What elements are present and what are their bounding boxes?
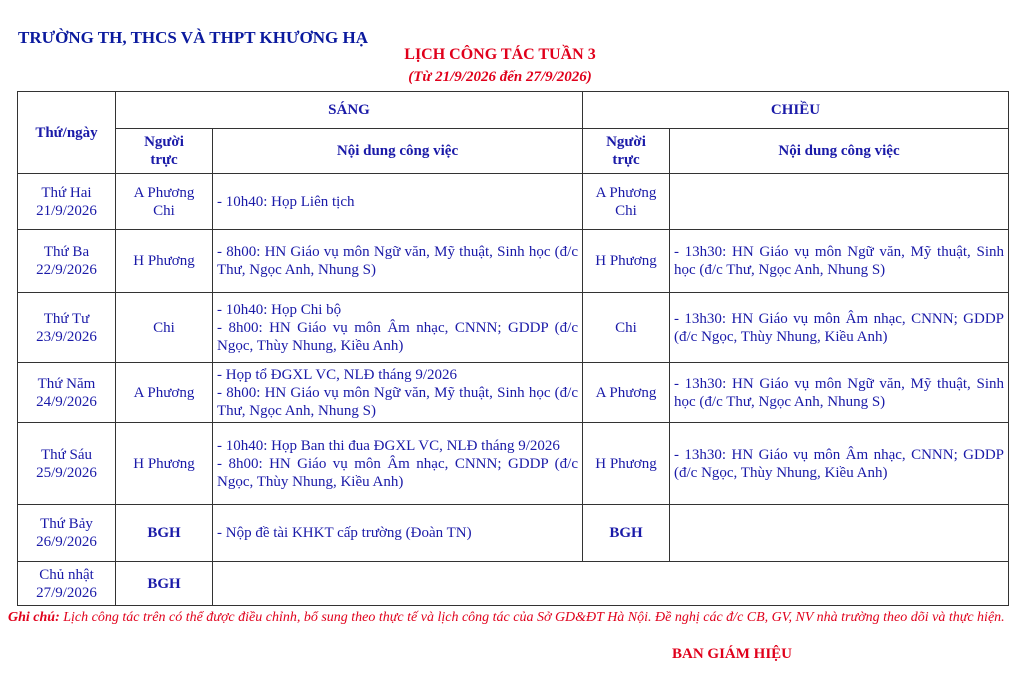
pm-duty-cell [583, 293, 670, 363]
pm-content-cell [670, 230, 1009, 293]
day-cell [18, 505, 116, 562]
table-row [18, 562, 1009, 606]
duty-line: Chi [153, 202, 175, 219]
pm-duty-cell [583, 174, 670, 230]
content-line: - Họp tổ ĐGXL VC, NLĐ tháng 9/2026 [217, 366, 457, 383]
header-am-duty: Người trực [116, 129, 213, 174]
schedule-title: LỊCH CÔNG TÁC TUẦN 3 [404, 46, 596, 63]
day-cell [18, 562, 116, 606]
header-morning: SÁNG [116, 92, 583, 129]
schedule-date-range: (Từ 21/9/2026 đến 27/9/2026) [408, 69, 592, 85]
am-duty-cell [116, 562, 213, 606]
content-line: - 8h00: HN Giáo vụ môn Ngữ văn, Mỹ thuật, Sinh học (đ/c Thư, Ngọc Anh, Nhung S) [217, 244, 578, 278]
pm-duty-cell [583, 423, 670, 505]
day-line: Thứ Tư [43, 310, 90, 327]
duty-line: A Phương [595, 384, 657, 401]
signature: BAN GIÁM HIỆU [672, 646, 793, 662]
table-row [18, 423, 1009, 505]
day-line: Thứ Sáu [40, 446, 93, 463]
table-row [18, 230, 1009, 293]
header-afternoon: CHIỀU [583, 92, 1009, 129]
day-line: 27/9/2026 [36, 584, 97, 601]
duty-line: Chi [615, 202, 637, 219]
content-line: - 13h30: HN Giáo vụ môn Ngữ văn, Mỹ thuật, Sinh học (đ/c Thư, Ngọc Anh, Nhung S) [674, 244, 1004, 278]
day-line: 25/9/2026 [36, 464, 97, 481]
duty-line: H Phương [133, 253, 195, 269]
day-line: 24/9/2026 [36, 393, 97, 410]
content-line: - 8h00: HN Giáo vụ môn Âm nhạc, CNNN; GDDP (đ/c Ngọc, Thùy Nhung, Kiều Anh) [217, 455, 578, 490]
table-row [18, 363, 1009, 423]
am-duty-cell [116, 423, 213, 505]
day-line: Thứ Ba [43, 244, 90, 260]
day-line: 22/9/2026 [36, 262, 97, 278]
duty-line: H Phương [595, 455, 657, 472]
am-content-cell [213, 293, 583, 363]
content-line: - 8h00: HN Giáo vụ môn Ngữ văn, Mỹ thuật, Sinh học (đ/c Thư, Ngọc Anh, Nhung S) [217, 384, 578, 419]
day-cell [18, 293, 116, 363]
am-duty-cell [116, 230, 213, 293]
duty-line: Chi [615, 319, 637, 336]
am-duty-cell [116, 505, 213, 562]
day-cell [18, 423, 116, 505]
day-cell [18, 174, 116, 230]
pm-content-cell [670, 423, 1009, 505]
am-duty-cell [116, 363, 213, 423]
duty-line: H Phương [133, 455, 195, 472]
pm-content-cell [670, 363, 1009, 423]
schedule-table [17, 91, 1009, 606]
footnote-text: Lịch công tác trên có thể được điều chỉnh, bổ sung theo thực tế và lịch công tác của Sở GD&ĐT Hà Nội. Đề nghị các đ/c CB, GV, NV nhà trường theo dõi và thực hiện. [63, 610, 1005, 625]
school-name: TRƯỜNG TH, THCS VÀ THPT KHƯƠNG HẠ [18, 28, 368, 47]
duty-line: BGH [147, 525, 181, 541]
day-line: 23/9/2026 [36, 328, 97, 345]
content-line: - 10h40: Họp Liên tịch [217, 193, 355, 210]
content-line: - 10h40: Họp Chi bộ [217, 301, 342, 318]
header-am-content: Nội dung công việc [213, 129, 583, 174]
table-row [18, 174, 1009, 230]
footnote-label: Ghi chú: [8, 610, 60, 625]
pm-duty-cell [583, 363, 670, 423]
content-line: - 13h30: HN Giáo vụ môn Âm nhạc, CNNN; GDDP (đ/c Ngọc, Thùy Nhung, Kiều Anh) [674, 310, 1004, 345]
am-content-cell [213, 363, 583, 423]
am-content-cell [213, 423, 583, 505]
duty-line: BGH [147, 575, 181, 592]
day-line: Thứ Bảy [40, 516, 93, 532]
pm-content-cell [670, 174, 1009, 230]
header-day: Thứ/ngày [18, 92, 116, 174]
footnote [8, 608, 1008, 627]
am-content-cell [213, 174, 583, 230]
duty-line: A Phương [595, 184, 657, 201]
day-cell [18, 230, 116, 293]
header-pm-duty: Người trực [583, 129, 670, 174]
duty-line: H Phương [595, 253, 657, 269]
day-line: Thứ Năm [37, 375, 96, 392]
content-line: - 13h30: HN Giáo vụ môn Âm nhạc, CNNN; GDDP (đ/c Ngọc, Thùy Nhung, Kiều Anh) [674, 446, 1004, 481]
table-row [18, 293, 1009, 363]
day-line: 26/9/2026 [36, 534, 97, 550]
day-line: 21/9/2026 [36, 202, 97, 219]
pm-content-cell [670, 505, 1009, 562]
day-cell [18, 363, 116, 423]
pm-duty-cell [583, 230, 670, 293]
content-line: - 13h30: HN Giáo vụ môn Ngữ văn, Mỹ thuật, Sinh học (đ/c Thư, Ngọc Anh, Nhung S) [674, 375, 1004, 410]
content-line: - Nộp đề tài KHKT cấp trường (Đoàn TN) [217, 525, 472, 541]
content-line: - 10h40: Họp Ban thi đua ĐGXL VC, NLĐ tháng 9/2026 [217, 437, 560, 454]
am-content-cell [213, 230, 583, 293]
content-line: - 8h00: HN Giáo vụ môn Âm nhạc, CNNN; GDDP (đ/c Ngọc, Thùy Nhung, Kiều Anh) [217, 319, 578, 354]
duty-line: A Phương [133, 184, 195, 201]
duty-line: Chi [153, 319, 175, 336]
am-content-cell [213, 562, 1009, 606]
pm-duty-cell [583, 505, 670, 562]
am-duty-cell [116, 174, 213, 230]
am-duty-cell [116, 293, 213, 363]
day-line: Chủ nhật [39, 566, 94, 583]
duty-line: BGH [609, 525, 643, 541]
header-pm-content: Nội dung công việc [670, 129, 1009, 174]
pm-content-cell [670, 293, 1009, 363]
duty-line: A Phương [133, 384, 195, 401]
am-content-cell [213, 505, 583, 562]
table-row [18, 505, 1009, 562]
day-line: Thứ Hai [41, 184, 92, 201]
